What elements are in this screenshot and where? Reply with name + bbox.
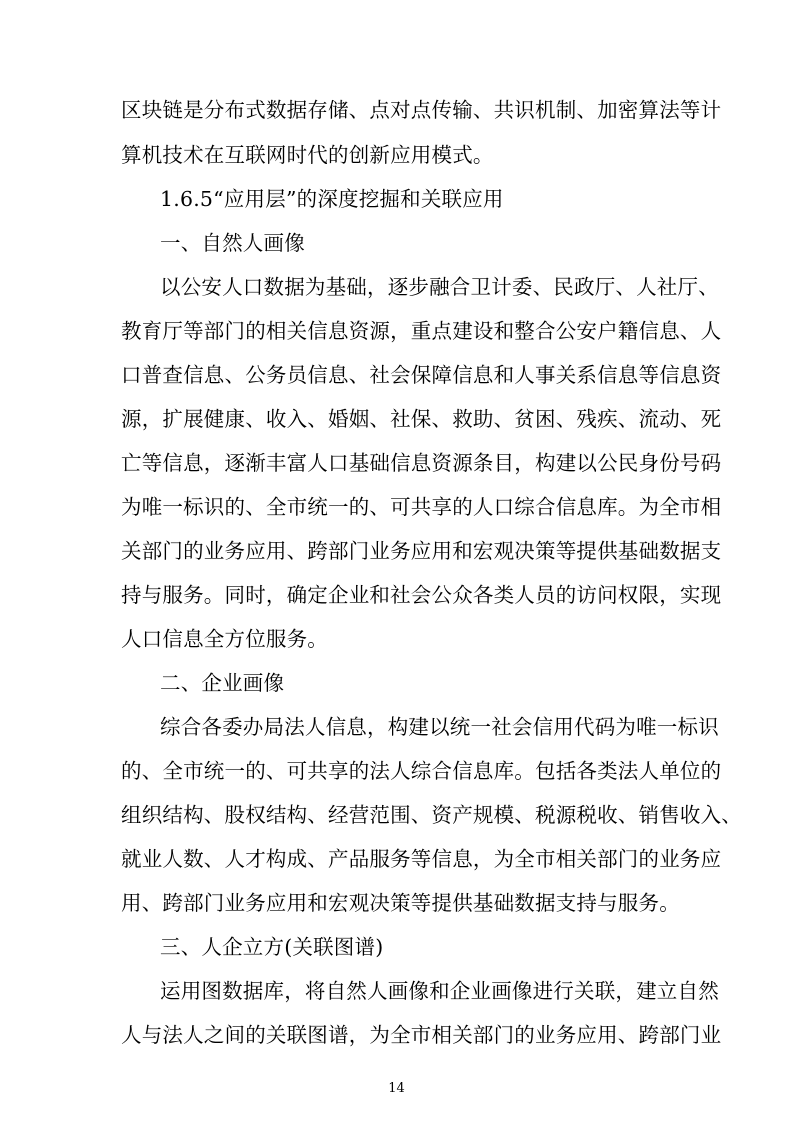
subsection-heading: 一、自然人画像 bbox=[160, 231, 305, 255]
paragraph-line: 算机技术在互联网时代的创新应用模式。 bbox=[121, 143, 494, 167]
paragraph-line: 就业人数、人才构成、产品服务等信息，为全市相关部门的业务应 bbox=[121, 847, 722, 871]
paragraph-line: 人口信息全方位服务。 bbox=[121, 627, 328, 651]
page-number: 14 bbox=[388, 1081, 405, 1096]
section-heading: 1.6.5“应用层”的深度挖掘和关联应用 bbox=[160, 187, 504, 211]
paragraph-line: 的、全市统一的、可共享的法人综合信息库。包括各类法人单位的 bbox=[121, 759, 722, 783]
paragraph-line: 教育厅等部门的相关信息资源，重点建设和整合公安户籍信息、人 bbox=[121, 319, 722, 343]
subsection-heading: 三、人企立方(关联图谱) bbox=[160, 935, 384, 959]
paragraph-line: 口普查信息、公务员信息、社会保障信息和人事关系信息等信息资 bbox=[121, 363, 722, 387]
paragraph-line: 为唯一标识的、全市统一的、可共享的人口综合信息库。为全市相 bbox=[121, 495, 722, 519]
paragraph-line: 以公安人口数据为基础，逐步融合卫计委、民政厅、人社厅、 bbox=[160, 275, 719, 299]
paragraph-line: 持与服务。同时，确定企业和社会公众各类人员的访问权限，实现 bbox=[121, 583, 722, 607]
paragraph-line: 用、跨部门业务应用和宏观决策等提供基础数据支持与服务。 bbox=[121, 891, 680, 915]
paragraph-line: 区块链是分布式数据存储、点对点传输、共识机制、加密算法等计 bbox=[121, 98, 722, 122]
paragraph-line: 运用图数据库，将自然人画像和企业画像进行关联，建立自然 bbox=[160, 979, 719, 1003]
paragraph-line: 源，扩展健康、收入、婚姻、社保、救助、贫困、残疾、流动、死 bbox=[121, 407, 722, 431]
subsection-heading: 二、企业画像 bbox=[160, 671, 285, 695]
paragraph-line: 组织结构、股权结构、经营范围、资产规模、税源税收、销售收入、 bbox=[121, 803, 742, 827]
paragraph-line: 关部门的业务应用、跨部门业务应用和宏观决策等提供基础数据支 bbox=[121, 539, 722, 563]
paragraph-line: 综合各委办局法人信息，构建以统一社会信用代码为唯一标识 bbox=[160, 715, 719, 739]
paragraph-line: 亡等信息，逐渐丰富人口基础信息资源条目，构建以公民身份号码 bbox=[121, 451, 722, 475]
paragraph-line: 人与法人之间的关联图谱，为全市相关部门的业务应用、跨部门业 bbox=[121, 1023, 722, 1047]
